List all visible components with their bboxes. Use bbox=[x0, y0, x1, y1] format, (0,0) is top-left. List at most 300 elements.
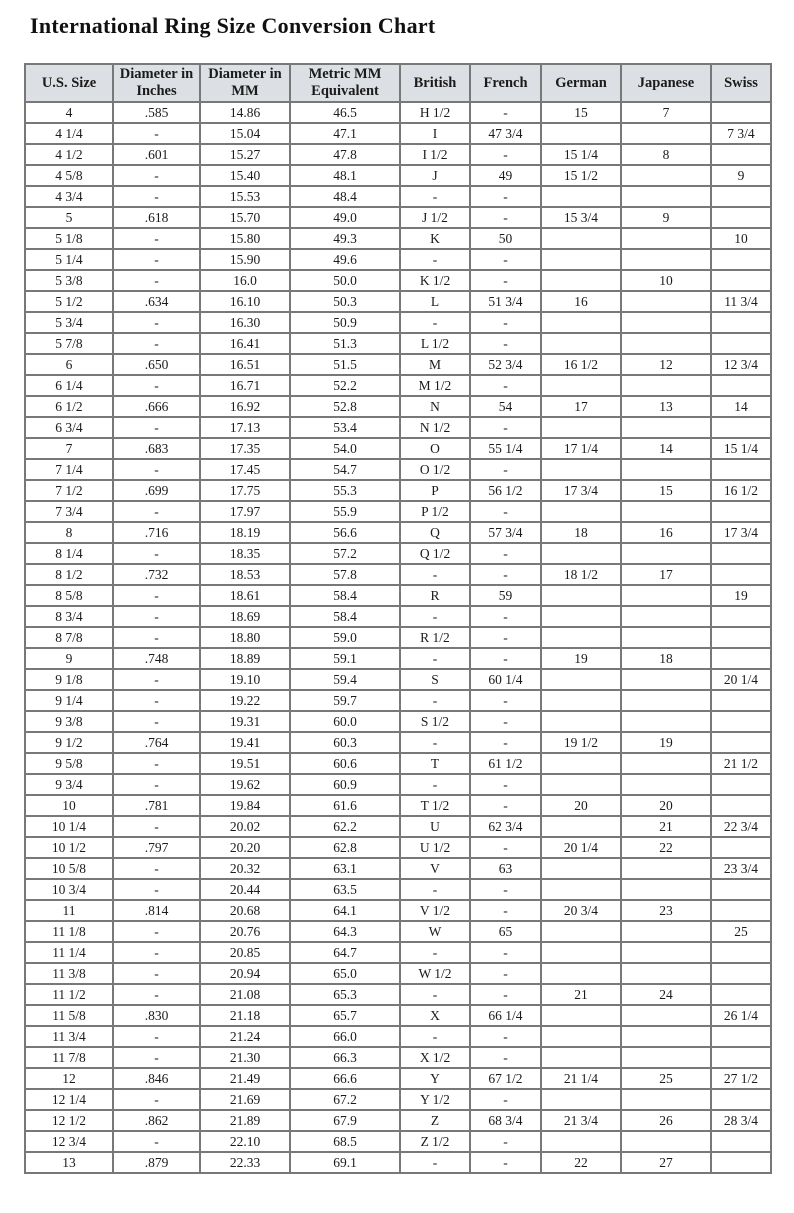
table-cell bbox=[541, 186, 621, 207]
table-cell: - bbox=[113, 1131, 200, 1152]
table-cell bbox=[541, 690, 621, 711]
table-row bbox=[25, 186, 771, 207]
table-cell: 15.04 bbox=[200, 123, 290, 144]
table-cell: 57.2 bbox=[290, 543, 400, 564]
table-cell: - bbox=[113, 711, 200, 732]
table-row bbox=[25, 249, 771, 270]
table-cell: 26 1/4 bbox=[711, 1005, 771, 1026]
table-cell: 16.0 bbox=[200, 270, 290, 291]
table-cell: 10 5/8 bbox=[25, 858, 113, 879]
table-cell: - bbox=[470, 186, 541, 207]
table-cell: I bbox=[400, 123, 470, 144]
table-cell: N 1/2 bbox=[400, 417, 470, 438]
table-cell: 62.8 bbox=[290, 837, 400, 858]
table-cell: - bbox=[113, 123, 200, 144]
table-cell: 10 bbox=[621, 270, 711, 291]
table-cell: 60.3 bbox=[290, 732, 400, 753]
table-cell: 4 bbox=[25, 102, 113, 123]
table-cell bbox=[541, 375, 621, 396]
table-cell: 6 bbox=[25, 354, 113, 375]
table-cell: L bbox=[400, 291, 470, 312]
table-cell bbox=[621, 165, 711, 186]
table-row bbox=[25, 711, 771, 732]
table-cell: - bbox=[113, 249, 200, 270]
table-cell: 19.31 bbox=[200, 711, 290, 732]
table-cell: - bbox=[470, 627, 541, 648]
table-cell: 11 7/8 bbox=[25, 1047, 113, 1068]
table-cell bbox=[711, 417, 771, 438]
table-cell: Y bbox=[400, 1068, 470, 1089]
table-cell: .618 bbox=[113, 207, 200, 228]
table-cell bbox=[711, 795, 771, 816]
table-cell bbox=[711, 102, 771, 123]
table-cell: - bbox=[113, 942, 200, 963]
table-cell: 8 5/8 bbox=[25, 585, 113, 606]
table-cell: - bbox=[113, 1089, 200, 1110]
table-cell bbox=[711, 333, 771, 354]
table-cell: 19.62 bbox=[200, 774, 290, 795]
table-cell: 20.76 bbox=[200, 921, 290, 942]
table-cell: 20 bbox=[621, 795, 711, 816]
table-cell bbox=[541, 543, 621, 564]
table-cell: 12 3/4 bbox=[25, 1131, 113, 1152]
table-cell: 17 3/4 bbox=[541, 480, 621, 501]
table-cell: 12 bbox=[621, 354, 711, 375]
table-cell: 63.5 bbox=[290, 879, 400, 900]
table-cell: .601 bbox=[113, 144, 200, 165]
table-cell bbox=[711, 564, 771, 585]
table-cell: - bbox=[113, 459, 200, 480]
table-row bbox=[25, 333, 771, 354]
table-cell: 18 bbox=[621, 648, 711, 669]
table-cell bbox=[621, 585, 711, 606]
table-cell: 8 1/2 bbox=[25, 564, 113, 585]
table-row bbox=[25, 564, 771, 585]
column-header-diameter-in-mm: Diameter in MM bbox=[200, 64, 290, 102]
table-cell bbox=[711, 312, 771, 333]
table-cell: 64.7 bbox=[290, 942, 400, 963]
table-cell bbox=[621, 1131, 711, 1152]
table-cell bbox=[541, 249, 621, 270]
table-cell: - bbox=[470, 774, 541, 795]
table-cell bbox=[541, 858, 621, 879]
table-cell: 11 1/8 bbox=[25, 921, 113, 942]
table-cell: 4 1/4 bbox=[25, 123, 113, 144]
table-cell: V bbox=[400, 858, 470, 879]
table-cell bbox=[711, 1089, 771, 1110]
table-row bbox=[25, 102, 771, 123]
table-cell: S 1/2 bbox=[400, 711, 470, 732]
table-row bbox=[25, 417, 771, 438]
table-cell: 11 1/4 bbox=[25, 942, 113, 963]
table-cell bbox=[711, 690, 771, 711]
table-cell bbox=[621, 249, 711, 270]
table-cell: - bbox=[113, 984, 200, 1005]
table-cell: 16.30 bbox=[200, 312, 290, 333]
table-cell: .666 bbox=[113, 396, 200, 417]
table-cell: 9 1/8 bbox=[25, 669, 113, 690]
table-row bbox=[25, 669, 771, 690]
table-cell: 5 3/8 bbox=[25, 270, 113, 291]
column-header-swiss: Swiss bbox=[711, 64, 771, 102]
table-cell: 56.6 bbox=[290, 522, 400, 543]
table-cell: 15.90 bbox=[200, 249, 290, 270]
table-cell: - bbox=[113, 774, 200, 795]
table-cell bbox=[621, 459, 711, 480]
table-cell: 19.84 bbox=[200, 795, 290, 816]
table-row bbox=[25, 732, 771, 753]
table-cell: 20.68 bbox=[200, 900, 290, 921]
table-cell: 21.49 bbox=[200, 1068, 290, 1089]
table-cell bbox=[541, 879, 621, 900]
table-cell: 12 3/4 bbox=[711, 354, 771, 375]
table-row bbox=[25, 438, 771, 459]
table-cell bbox=[541, 942, 621, 963]
table-cell: 50.0 bbox=[290, 270, 400, 291]
table-cell bbox=[621, 375, 711, 396]
table-cell: M bbox=[400, 354, 470, 375]
table-cell: - bbox=[113, 858, 200, 879]
table-cell: 55.9 bbox=[290, 501, 400, 522]
table-cell bbox=[621, 627, 711, 648]
table-row bbox=[25, 291, 771, 312]
table-cell: 5 7/8 bbox=[25, 333, 113, 354]
table-cell: 65 bbox=[470, 921, 541, 942]
table-cell: X bbox=[400, 1005, 470, 1026]
table-cell bbox=[711, 1047, 771, 1068]
table-cell bbox=[541, 711, 621, 732]
table-cell: 50 bbox=[470, 228, 541, 249]
table-cell: .830 bbox=[113, 1005, 200, 1026]
table-cell: Q 1/2 bbox=[400, 543, 470, 564]
table-row bbox=[25, 984, 771, 1005]
table-cell: U 1/2 bbox=[400, 837, 470, 858]
table-cell: 49.0 bbox=[290, 207, 400, 228]
table-cell: 21 1/4 bbox=[541, 1068, 621, 1089]
table-cell: 13 bbox=[25, 1152, 113, 1173]
table-cell: W bbox=[400, 921, 470, 942]
table-row bbox=[25, 354, 771, 375]
table-cell bbox=[711, 207, 771, 228]
table-cell: 27 1/2 bbox=[711, 1068, 771, 1089]
table-cell: - bbox=[113, 228, 200, 249]
table-cell: - bbox=[400, 690, 470, 711]
table-cell: 64.3 bbox=[290, 921, 400, 942]
table-cell: 16.92 bbox=[200, 396, 290, 417]
table-cell: 55 1/4 bbox=[470, 438, 541, 459]
table-cell: 57 3/4 bbox=[470, 522, 541, 543]
table-cell bbox=[541, 774, 621, 795]
table-row bbox=[25, 606, 771, 627]
table-cell: 59.0 bbox=[290, 627, 400, 648]
table-cell: .748 bbox=[113, 648, 200, 669]
table-cell: 10 bbox=[711, 228, 771, 249]
table-row bbox=[25, 1047, 771, 1068]
table-cell: - bbox=[113, 627, 200, 648]
table-cell: 68.5 bbox=[290, 1131, 400, 1152]
table-cell: 10 1/4 bbox=[25, 816, 113, 837]
table-cell: - bbox=[470, 795, 541, 816]
table-cell bbox=[711, 711, 771, 732]
table-cell: - bbox=[400, 564, 470, 585]
table-cell: 17.75 bbox=[200, 480, 290, 501]
table-cell: J 1/2 bbox=[400, 207, 470, 228]
table-cell: - bbox=[470, 606, 541, 627]
table-cell: 18 bbox=[541, 522, 621, 543]
table-cell: V 1/2 bbox=[400, 900, 470, 921]
table-cell: 11 3/8 bbox=[25, 963, 113, 984]
table-cell: .862 bbox=[113, 1110, 200, 1131]
table-cell: .585 bbox=[113, 102, 200, 123]
column-header-french: French bbox=[470, 64, 541, 102]
table-cell bbox=[541, 270, 621, 291]
table-cell: 25 bbox=[711, 921, 771, 942]
table-cell: - bbox=[470, 144, 541, 165]
table-cell: R 1/2 bbox=[400, 627, 470, 648]
table-cell: 22.33 bbox=[200, 1152, 290, 1173]
table-cell bbox=[541, 123, 621, 144]
table-cell: O bbox=[400, 438, 470, 459]
table-cell: - bbox=[470, 1089, 541, 1110]
table-head bbox=[25, 64, 771, 102]
table-cell: 4 3/4 bbox=[25, 186, 113, 207]
table-cell bbox=[711, 144, 771, 165]
table-cell bbox=[711, 1026, 771, 1047]
table-cell bbox=[711, 900, 771, 921]
table-cell: 22 3/4 bbox=[711, 816, 771, 837]
table-cell: 15 1/4 bbox=[711, 438, 771, 459]
table-cell: 8 7/8 bbox=[25, 627, 113, 648]
table-cell: 13 bbox=[621, 396, 711, 417]
table-cell: 23 3/4 bbox=[711, 858, 771, 879]
table-cell: L 1/2 bbox=[400, 333, 470, 354]
table-cell: .846 bbox=[113, 1068, 200, 1089]
table-cell: O 1/2 bbox=[400, 459, 470, 480]
table-cell: 7 bbox=[25, 438, 113, 459]
table-cell: 66.3 bbox=[290, 1047, 400, 1068]
table-cell: 58.4 bbox=[290, 585, 400, 606]
table-cell: - bbox=[470, 312, 541, 333]
table-cell: - bbox=[113, 543, 200, 564]
table-cell: 68 3/4 bbox=[470, 1110, 541, 1131]
table-cell: 49.6 bbox=[290, 249, 400, 270]
table-cell: 67 1/2 bbox=[470, 1068, 541, 1089]
table-cell: - bbox=[113, 585, 200, 606]
table-cell: 19 bbox=[711, 585, 771, 606]
table-body bbox=[25, 102, 771, 1173]
table-row bbox=[25, 144, 771, 165]
table-cell: 17.13 bbox=[200, 417, 290, 438]
table-cell bbox=[541, 816, 621, 837]
table-cell: - bbox=[470, 690, 541, 711]
table-cell: 6 1/4 bbox=[25, 375, 113, 396]
table-cell: 18.35 bbox=[200, 543, 290, 564]
table-cell bbox=[541, 627, 621, 648]
table-cell: 21 bbox=[541, 984, 621, 1005]
table-cell: 23 bbox=[621, 900, 711, 921]
table-cell bbox=[621, 543, 711, 564]
table-cell: 14.86 bbox=[200, 102, 290, 123]
table-cell: 5 1/4 bbox=[25, 249, 113, 270]
table-cell: 16 1/2 bbox=[711, 480, 771, 501]
table-cell: 50.9 bbox=[290, 312, 400, 333]
table-cell bbox=[541, 417, 621, 438]
table-cell: 62.2 bbox=[290, 816, 400, 837]
table-row bbox=[25, 627, 771, 648]
table-cell bbox=[621, 501, 711, 522]
table-cell: - bbox=[113, 816, 200, 837]
table-cell bbox=[621, 312, 711, 333]
table-cell bbox=[711, 606, 771, 627]
table-cell: 20 1/4 bbox=[711, 669, 771, 690]
table-cell: 56 1/2 bbox=[470, 480, 541, 501]
table-cell: 17 1/4 bbox=[541, 438, 621, 459]
table-cell bbox=[541, 1047, 621, 1068]
table-cell: - bbox=[400, 984, 470, 1005]
table-cell: 60.6 bbox=[290, 753, 400, 774]
table-cell: 54.7 bbox=[290, 459, 400, 480]
table-cell: - bbox=[113, 963, 200, 984]
table-cell: - bbox=[470, 1047, 541, 1068]
table-cell: Z bbox=[400, 1110, 470, 1131]
table-cell: - bbox=[470, 837, 541, 858]
table-cell: 9 1/4 bbox=[25, 690, 113, 711]
table-cell bbox=[621, 123, 711, 144]
table-cell: 69.1 bbox=[290, 1152, 400, 1173]
table-cell: 66.0 bbox=[290, 1026, 400, 1047]
table-cell: 16.10 bbox=[200, 291, 290, 312]
table-cell: - bbox=[113, 921, 200, 942]
table-cell: - bbox=[470, 459, 541, 480]
table-cell bbox=[711, 501, 771, 522]
table-cell: 18.19 bbox=[200, 522, 290, 543]
table-cell: 19.22 bbox=[200, 690, 290, 711]
table-cell: .781 bbox=[113, 795, 200, 816]
table-cell bbox=[711, 1131, 771, 1152]
table-cell: 49 bbox=[470, 165, 541, 186]
table-cell: 15 bbox=[541, 102, 621, 123]
table-cell bbox=[711, 249, 771, 270]
table-cell: 12 bbox=[25, 1068, 113, 1089]
table-cell: 48.4 bbox=[290, 186, 400, 207]
page-title: International Ring Size Conversion Chart bbox=[30, 13, 436, 38]
table-cell bbox=[621, 1089, 711, 1110]
table-cell: 16 bbox=[541, 291, 621, 312]
table-cell: 19 1/2 bbox=[541, 732, 621, 753]
table-cell: 9 5/8 bbox=[25, 753, 113, 774]
table-row bbox=[25, 123, 771, 144]
table-row bbox=[25, 480, 771, 501]
table-cell: 21.24 bbox=[200, 1026, 290, 1047]
table-cell bbox=[621, 921, 711, 942]
table-row bbox=[25, 375, 771, 396]
table-cell: - bbox=[113, 333, 200, 354]
table-cell: 49.3 bbox=[290, 228, 400, 249]
table-row bbox=[25, 816, 771, 837]
table-cell: - bbox=[470, 648, 541, 669]
table-cell: 21 bbox=[621, 816, 711, 837]
table-cell: 48.1 bbox=[290, 165, 400, 186]
table-cell: 7 3/4 bbox=[711, 123, 771, 144]
table-cell: - bbox=[470, 333, 541, 354]
table-cell: 21 3/4 bbox=[541, 1110, 621, 1131]
table-cell: 15 3/4 bbox=[541, 207, 621, 228]
table-cell: - bbox=[470, 879, 541, 900]
table-cell: 25 bbox=[621, 1068, 711, 1089]
table-cell: 20.32 bbox=[200, 858, 290, 879]
table-cell: M 1/2 bbox=[400, 375, 470, 396]
table-row bbox=[25, 963, 771, 984]
table-cell: 55.3 bbox=[290, 480, 400, 501]
table-cell: 47 3/4 bbox=[470, 123, 541, 144]
table-cell: - bbox=[400, 1152, 470, 1173]
table-cell: - bbox=[470, 963, 541, 984]
table-cell: - bbox=[470, 711, 541, 732]
table-cell bbox=[541, 606, 621, 627]
table-cell: T 1/2 bbox=[400, 795, 470, 816]
table-cell: 18.53 bbox=[200, 564, 290, 585]
table-cell: 63 bbox=[470, 858, 541, 879]
table-cell: - bbox=[470, 249, 541, 270]
table-cell bbox=[541, 459, 621, 480]
table-row bbox=[25, 1131, 771, 1152]
table-cell: .699 bbox=[113, 480, 200, 501]
table-cell: 17 bbox=[541, 396, 621, 417]
table-cell: 54 bbox=[470, 396, 541, 417]
table-cell: K 1/2 bbox=[400, 270, 470, 291]
table-cell: 64.1 bbox=[290, 900, 400, 921]
table-cell: - bbox=[470, 732, 541, 753]
table-cell bbox=[541, 1005, 621, 1026]
table-cell: - bbox=[470, 1131, 541, 1152]
table-cell: 21 1/2 bbox=[711, 753, 771, 774]
table-cell: 20.44 bbox=[200, 879, 290, 900]
table-cell: N bbox=[400, 396, 470, 417]
table-cell: 7 3/4 bbox=[25, 501, 113, 522]
table-cell: 21.30 bbox=[200, 1047, 290, 1068]
table-cell bbox=[541, 669, 621, 690]
table-cell: 9 1/2 bbox=[25, 732, 113, 753]
table-cell: 17.45 bbox=[200, 459, 290, 480]
table-cell: K bbox=[400, 228, 470, 249]
table-cell bbox=[711, 984, 771, 1005]
table-cell: - bbox=[400, 312, 470, 333]
table-cell bbox=[621, 711, 711, 732]
table-cell bbox=[621, 942, 711, 963]
table-cell: 5 3/4 bbox=[25, 312, 113, 333]
table-cell bbox=[621, 753, 711, 774]
table-cell: 9 bbox=[711, 165, 771, 186]
table-cell: 61 1/2 bbox=[470, 753, 541, 774]
table-cell: - bbox=[470, 543, 541, 564]
table-cell: 52 3/4 bbox=[470, 354, 541, 375]
table-cell: I 1/2 bbox=[400, 144, 470, 165]
table-cell: 57.8 bbox=[290, 564, 400, 585]
table-cell: 18.89 bbox=[200, 648, 290, 669]
table-cell: .716 bbox=[113, 522, 200, 543]
table-cell: 28 3/4 bbox=[711, 1110, 771, 1131]
table-cell: 67.2 bbox=[290, 1089, 400, 1110]
table-row bbox=[25, 228, 771, 249]
table-cell: 59.7 bbox=[290, 690, 400, 711]
table-row bbox=[25, 795, 771, 816]
table-cell: 6 3/4 bbox=[25, 417, 113, 438]
table-cell: - bbox=[113, 375, 200, 396]
table-cell: 21.08 bbox=[200, 984, 290, 1005]
table-cell: 7 bbox=[621, 102, 711, 123]
table-row bbox=[25, 543, 771, 564]
table-cell: W 1/2 bbox=[400, 963, 470, 984]
